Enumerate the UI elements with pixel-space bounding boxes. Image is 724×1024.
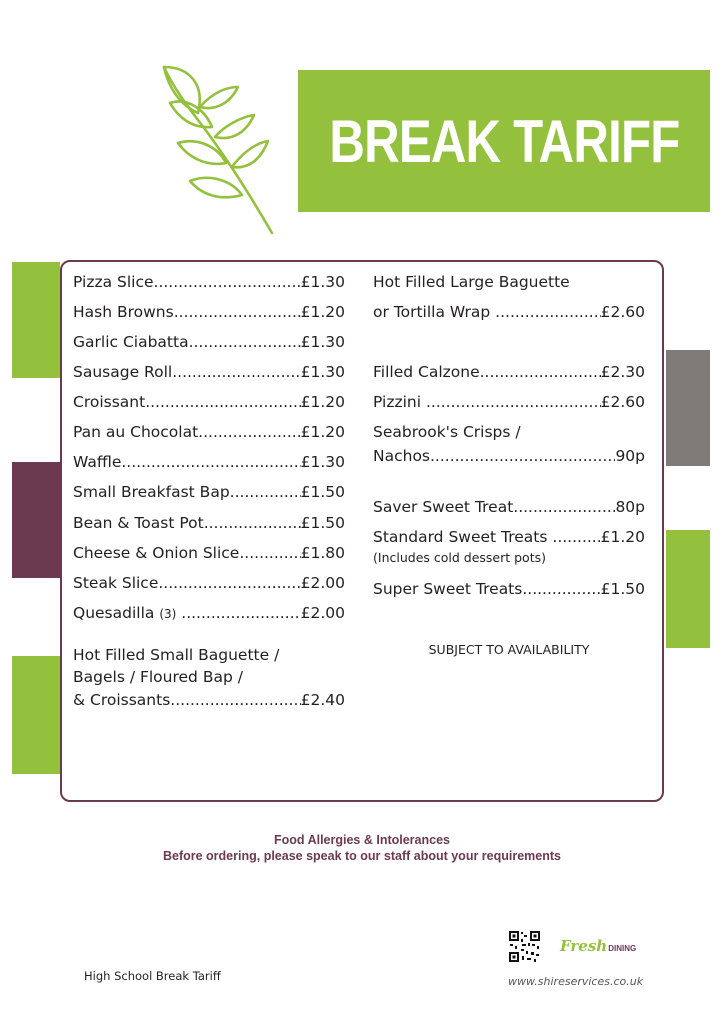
item-price: £1.20 bbox=[300, 303, 345, 321]
item-name: Quesadilla bbox=[73, 604, 155, 622]
menu-item-crisps bbox=[373, 422, 645, 466]
item-note: (Includes cold dessert pots) bbox=[373, 550, 546, 565]
item-name: Super Sweet Treats bbox=[373, 580, 523, 598]
menu-item bbox=[73, 392, 345, 412]
page-title: BREAK TARIFF bbox=[328, 107, 680, 175]
item-name: Waffle bbox=[73, 453, 122, 471]
menu-item bbox=[73, 302, 345, 322]
menu-item bbox=[373, 527, 645, 568]
menu-item bbox=[73, 332, 345, 352]
item-price: £1.30 bbox=[300, 333, 345, 351]
menu-item bbox=[73, 452, 345, 472]
menu-item bbox=[73, 513, 345, 533]
menu-item bbox=[373, 392, 645, 412]
dot-leader bbox=[522, 579, 600, 599]
item-price: £1.50 bbox=[300, 483, 345, 501]
item-name: Filled Calzone bbox=[373, 363, 480, 381]
dot-leader bbox=[158, 573, 300, 593]
allergy-text: Before ordering, please speak to our staff about your requirements bbox=[162, 849, 561, 863]
dot-leader bbox=[230, 482, 301, 502]
leaf-branch-icon bbox=[150, 55, 285, 240]
item-price: 90p bbox=[615, 447, 645, 465]
item-price: 80p bbox=[615, 498, 645, 516]
dot-leader bbox=[513, 497, 615, 517]
item-name-line: Bagels / Floured Bap / bbox=[73, 668, 243, 686]
dot-leader bbox=[174, 302, 301, 322]
dot-leader bbox=[552, 527, 600, 547]
dot-leader bbox=[172, 362, 300, 382]
dot-leader bbox=[430, 446, 615, 466]
menu-item bbox=[73, 272, 345, 292]
item-name: Pizza Slice bbox=[73, 273, 154, 291]
item-name-line: Seabrook's Crisps / bbox=[373, 423, 521, 441]
title-banner bbox=[298, 70, 710, 212]
green-bar-right bbox=[666, 530, 710, 648]
allergy-heading: Food Allergies & Intolerances bbox=[274, 833, 450, 847]
logo-text: Fresh bbox=[560, 937, 608, 955]
item-name: Garlic Ciabatta bbox=[73, 333, 189, 351]
fresh-dining-logo bbox=[560, 936, 637, 958]
dot-leader bbox=[170, 690, 300, 710]
dot-leader bbox=[154, 272, 301, 292]
footer-title: High School Break Tariff bbox=[84, 969, 221, 983]
item-price: £1.30 bbox=[300, 453, 345, 471]
item-price: £2.00 bbox=[300, 574, 345, 592]
menu-item bbox=[73, 573, 345, 593]
dot-leader bbox=[204, 513, 301, 533]
dot-leader bbox=[480, 362, 601, 382]
item-name: Nachos bbox=[373, 447, 430, 465]
item-name: Pan au Chocolat bbox=[73, 423, 199, 441]
maroon-bar-left bbox=[12, 462, 60, 578]
item-price: £1.50 bbox=[600, 580, 645, 598]
green-bar-left-top bbox=[12, 262, 60, 378]
dot-leader bbox=[426, 392, 601, 412]
item-name: Saver Sweet Treat bbox=[373, 498, 514, 516]
item-price: £2.30 bbox=[600, 363, 645, 381]
item-name: Cheese & Onion Slice bbox=[73, 544, 240, 562]
green-bar-left-bottom bbox=[12, 656, 60, 774]
item-name: Croissant bbox=[73, 393, 146, 411]
menu-item-large-baguette bbox=[373, 272, 645, 322]
item-name: Hash Browns bbox=[73, 303, 174, 321]
qr-code-icon bbox=[508, 930, 541, 963]
menu-item bbox=[73, 603, 345, 624]
item-quantity: (3) bbox=[159, 607, 177, 621]
dot-leader bbox=[239, 543, 300, 563]
menu-item bbox=[373, 579, 645, 599]
menu-item bbox=[73, 482, 345, 502]
item-name: or Tortilla Wrap bbox=[373, 303, 491, 321]
item-price: £1.30 bbox=[300, 273, 345, 291]
logo-subtext: DINING bbox=[608, 944, 637, 953]
item-price: £2.60 bbox=[600, 303, 645, 321]
menu-item bbox=[73, 543, 345, 563]
item-price: £1.20 bbox=[300, 393, 345, 411]
item-name: & Croissants bbox=[73, 691, 171, 709]
dot-leader bbox=[198, 422, 300, 442]
website-link[interactable]: www.shireservices.co.uk bbox=[508, 975, 644, 988]
menu-item-baguette bbox=[73, 645, 345, 710]
item-name-line: Hot Filled Small Baguette / bbox=[73, 646, 280, 664]
item-price: £1.30 bbox=[300, 363, 345, 381]
item-name: Pizzini bbox=[373, 393, 422, 411]
dot-leader bbox=[121, 452, 300, 472]
menu-item bbox=[73, 422, 345, 442]
menu-item bbox=[73, 362, 345, 382]
item-name: Standard Sweet Treats bbox=[373, 528, 548, 546]
item-name: Sausage Roll bbox=[73, 363, 173, 381]
menu-item bbox=[373, 497, 645, 517]
dot-leader bbox=[495, 302, 600, 322]
item-price: £1.50 bbox=[300, 514, 345, 532]
item-name: Bean & Toast Pot bbox=[73, 514, 204, 532]
dot-leader bbox=[181, 603, 300, 623]
item-price: £2.00 bbox=[300, 604, 345, 622]
item-price: £1.20 bbox=[300, 423, 345, 441]
dot-leader bbox=[145, 392, 300, 412]
item-name: Steak Slice bbox=[73, 574, 159, 592]
item-name-line: Hot Filled Large Baguette bbox=[373, 273, 570, 291]
availability-note: SUBJECT TO AVAILABILITY bbox=[428, 642, 590, 657]
item-price: £2.40 bbox=[300, 691, 345, 709]
item-price: £1.80 bbox=[300, 544, 345, 562]
grey-bar-right bbox=[666, 350, 710, 466]
dot-leader bbox=[189, 332, 301, 352]
menu-item bbox=[373, 362, 645, 382]
item-price: £1.20 bbox=[600, 528, 645, 546]
item-price: £2.60 bbox=[600, 393, 645, 411]
item-name: Small Breakfast Bap bbox=[73, 483, 230, 501]
